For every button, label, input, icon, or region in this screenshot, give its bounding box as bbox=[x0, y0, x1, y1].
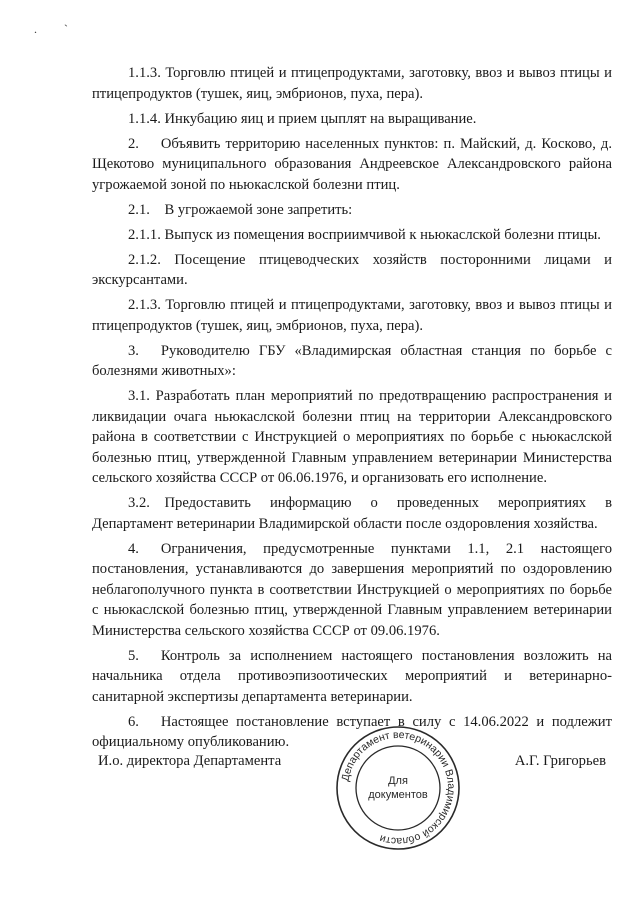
paragraph-3: 3. Руководителю ГБУ «Владимирская областная станция по борьбе с болезнями животных»: bbox=[92, 342, 612, 379]
paragraph-2: 2. Объявить территорию населенных пунктов: п. Майский, д. Косково, д. Щекотово муниципального образования Андреевское Александровского района угрожаемой зоной по ньюкаслской болезни птиц. bbox=[92, 135, 612, 193]
signatory-position: И.о. директора Департамента bbox=[98, 753, 282, 769]
document-body bbox=[92, 63, 612, 757]
paragraph-2-1-2: 2.1.2. Посещение птицеводческих хозяйств посторонними лицами и экскурсантами. bbox=[92, 251, 612, 288]
paragraph-4: 4. Ограничения, предусмотренные пунктами 1.1, 2.1 настоящего постановления, устанавливаются до завершения мероприятий по оздоровлению неблагополучного пункта в соответствии Инструкцией о мероприятиях по борьбе с ньюкаслской болезнью птиц, утвержденной Главным управлением ветеринарии Министерства сельского хозяйства СССР от 09.06.1976. bbox=[92, 540, 612, 639]
stamp-ring-text: Департамент ветеринарии Владимирской области bbox=[339, 728, 458, 848]
paragraph-2-1-1: 2.1.1. Выпуск из помещения восприимчивой к ньюкаслской болезни птицы. bbox=[128, 226, 601, 243]
paragraph-5: 5. Контроль за исполнением настоящего постановления возложить на начальника отдела противоэпизоотических мероприятий и ветеринарно-санитарной экспертизы департамента ветеринарии. bbox=[92, 647, 612, 705]
paragraph-2-1: 2.1. В угрожаемой зоне запретить: bbox=[128, 201, 353, 218]
stamp-center-line-2: документов bbox=[368, 789, 428, 801]
stamp-seal bbox=[334, 724, 462, 852]
paragraph-6: 6. Настоящее постановление вступает в силу с 14.06.2022 и подлежит официальному опубликованию. bbox=[92, 713, 612, 750]
paragraph-1-1-3: 1.1.3. Торговлю птицей и птицепродуктами, заготовку, ввоз и вывоз птицы и птицепродуктов (тушек, яиц, эмбрионов, пуха, пера). bbox=[92, 65, 612, 102]
paragraph-2-1-3: 2.1.3. Торговлю птицей и птицепродуктами, заготовку, ввоз и вывоз птицы и птицепродуктов (тушек, яиц, эмбрионов, пуха, пера). bbox=[92, 297, 612, 334]
stamp-center-line-1: Для bbox=[388, 775, 408, 787]
paragraph-3-1: 3.1. Разработать план мероприятий по предотвращению распространения и ликвидации очага ньюкаслской болезни птиц на территории Александровского района в соответствии с Инструкцией о мероприятиях по борьбе с ньюкаслской болезнью птиц, утвержденной Главным управлением ветеринарии Министерства сельского хозяйства СССР от 06.06.1976, и организовать его исполнение. bbox=[92, 388, 612, 486]
paragraph-1-1-4: 1.1.4. Инкубацию яиц и прием цыплят на выращивание. bbox=[128, 110, 477, 127]
paragraph-3-2: 3.2. Предоставить информацию о проведенных мероприятиях в Департамент ветеринарии Владимирской области после оздоровления хозяйства. bbox=[92, 495, 612, 532]
scan-corner-marks: . ` bbox=[34, 22, 80, 36]
signatory-name: А.Г. Григорьев bbox=[514, 753, 606, 769]
